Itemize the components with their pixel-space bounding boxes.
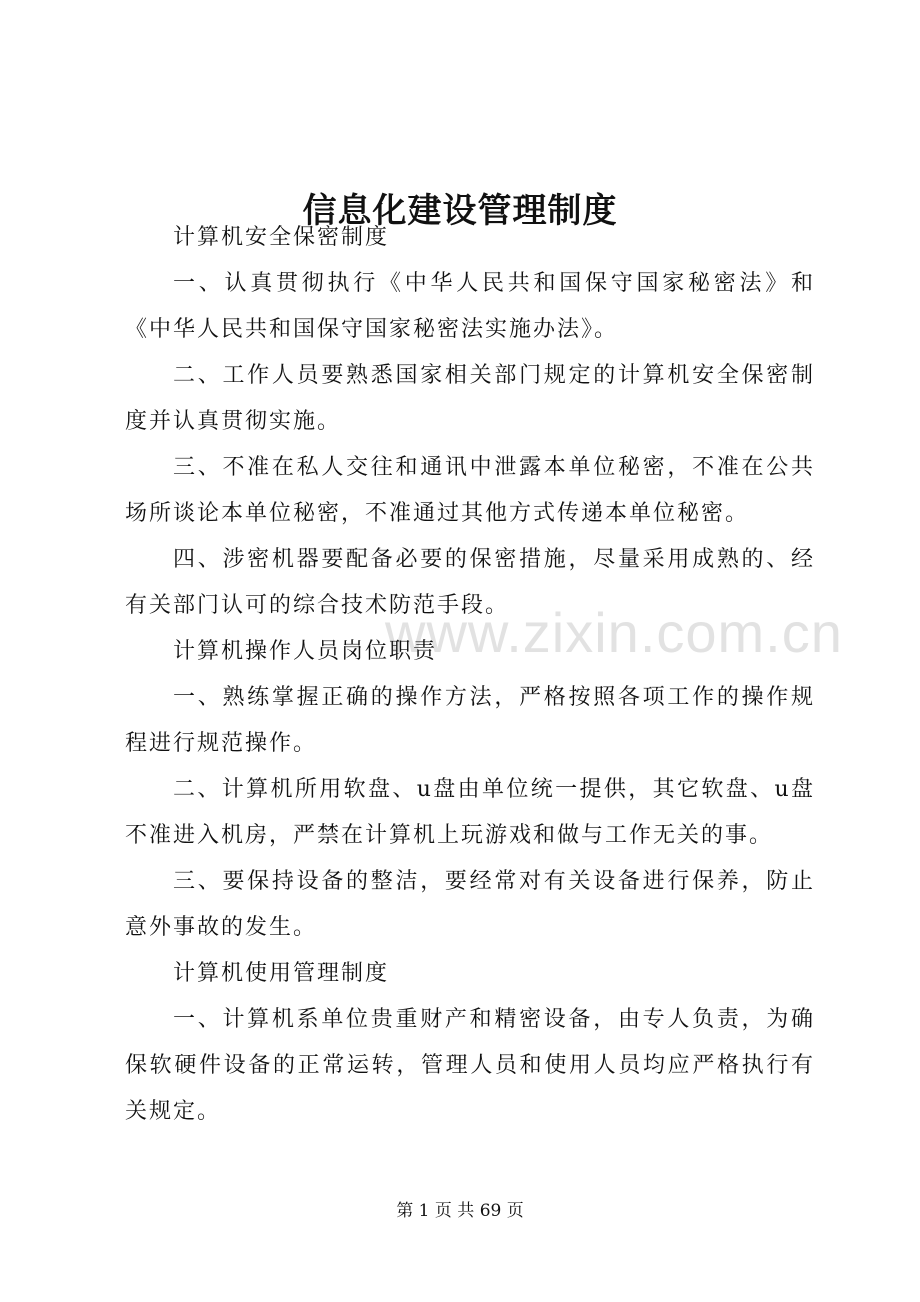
paragraph: 三、不准在私人交往和通讯中泄露本单位秘密，不准在公共场所谈论本单位秘密，不准通过其他方式传递本单位秘密。 <box>125 455 815 526</box>
paragraph: 三、要保持设备的整洁，要经常对有关设备进行保养，防止意外事故的发生。 <box>125 869 815 940</box>
section-heading: 计算机操作人员岗位职责 <box>173 639 438 664</box>
section-heading: 计算机使用管理制度 <box>173 961 390 986</box>
paragraph: 一、熟练掌握正确的操作方法，严格按照各项工作的操作规程进行规范操作。 <box>125 685 815 756</box>
document-body <box>125 215 815 1135</box>
page-footer: 第 1 页 共 69 页 <box>396 1201 524 1221</box>
watermark: www.zixin.com.cn <box>385 601 843 664</box>
paragraph: 二、计算机所用软盘、u盘由单位统一提供，其它软盘、u盘不准进入机房，严禁在计算机上玩游戏和做与工作无关的事。 <box>125 777 815 848</box>
paragraph: 二、工作人员要熟悉国家相关部门规定的计算机安全保密制度并认真贯彻实施。 <box>125 363 815 434</box>
paragraph: 四、涉密机器要配备必要的保密措施，尽量采用成熟的、经有关部门认可的综合技术防范手段。 <box>125 547 815 618</box>
document-title: 信息化建设管理制度 <box>302 190 618 231</box>
paragraph: 一、计算机系单位贵重财产和精密设备，由专人负责，为确保软硬件设备的正常运转，管理人员和使用人员均应严格执行有关规定。 <box>125 1007 815 1124</box>
paragraph: 一、认真贯彻执行《中华人民共和国保守国家秘密法》和《中华人民共和国保守国家秘密法实施办法》。 <box>125 271 815 342</box>
section-usage-management <box>125 951 815 1135</box>
section-operator-duties <box>125 629 815 951</box>
section-heading: 计算机安全保密制度 <box>173 225 390 250</box>
section-computer-security <box>125 215 815 629</box>
